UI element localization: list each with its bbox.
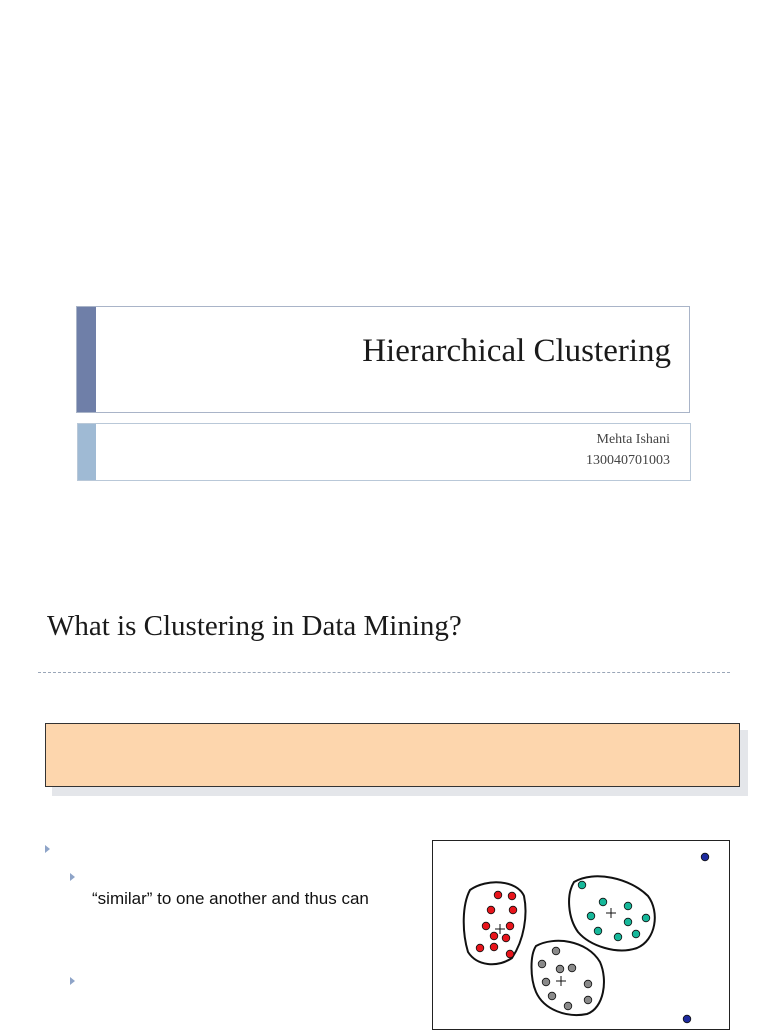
subtitle-accent-bar [78, 424, 96, 480]
slide-title: Hierarchical Clustering [362, 333, 671, 369]
slide2-title: What is Clustering in Data Mining? [47, 610, 462, 642]
cluster-figure [432, 840, 730, 1030]
author-id: 130040701003 [586, 453, 670, 468]
bullet-text: “similar” to one another and thus can [92, 889, 369, 908]
title-accent-bar [77, 307, 96, 412]
triangle-right-icon [70, 977, 75, 985]
subtitle-box [77, 423, 691, 481]
title-box [76, 306, 690, 413]
triangle-right-icon [70, 873, 75, 881]
triangle-right-icon [45, 845, 50, 853]
author-name: Mehta Ishani [596, 432, 670, 447]
highlight-box [45, 723, 740, 787]
title-divider [38, 672, 730, 673]
